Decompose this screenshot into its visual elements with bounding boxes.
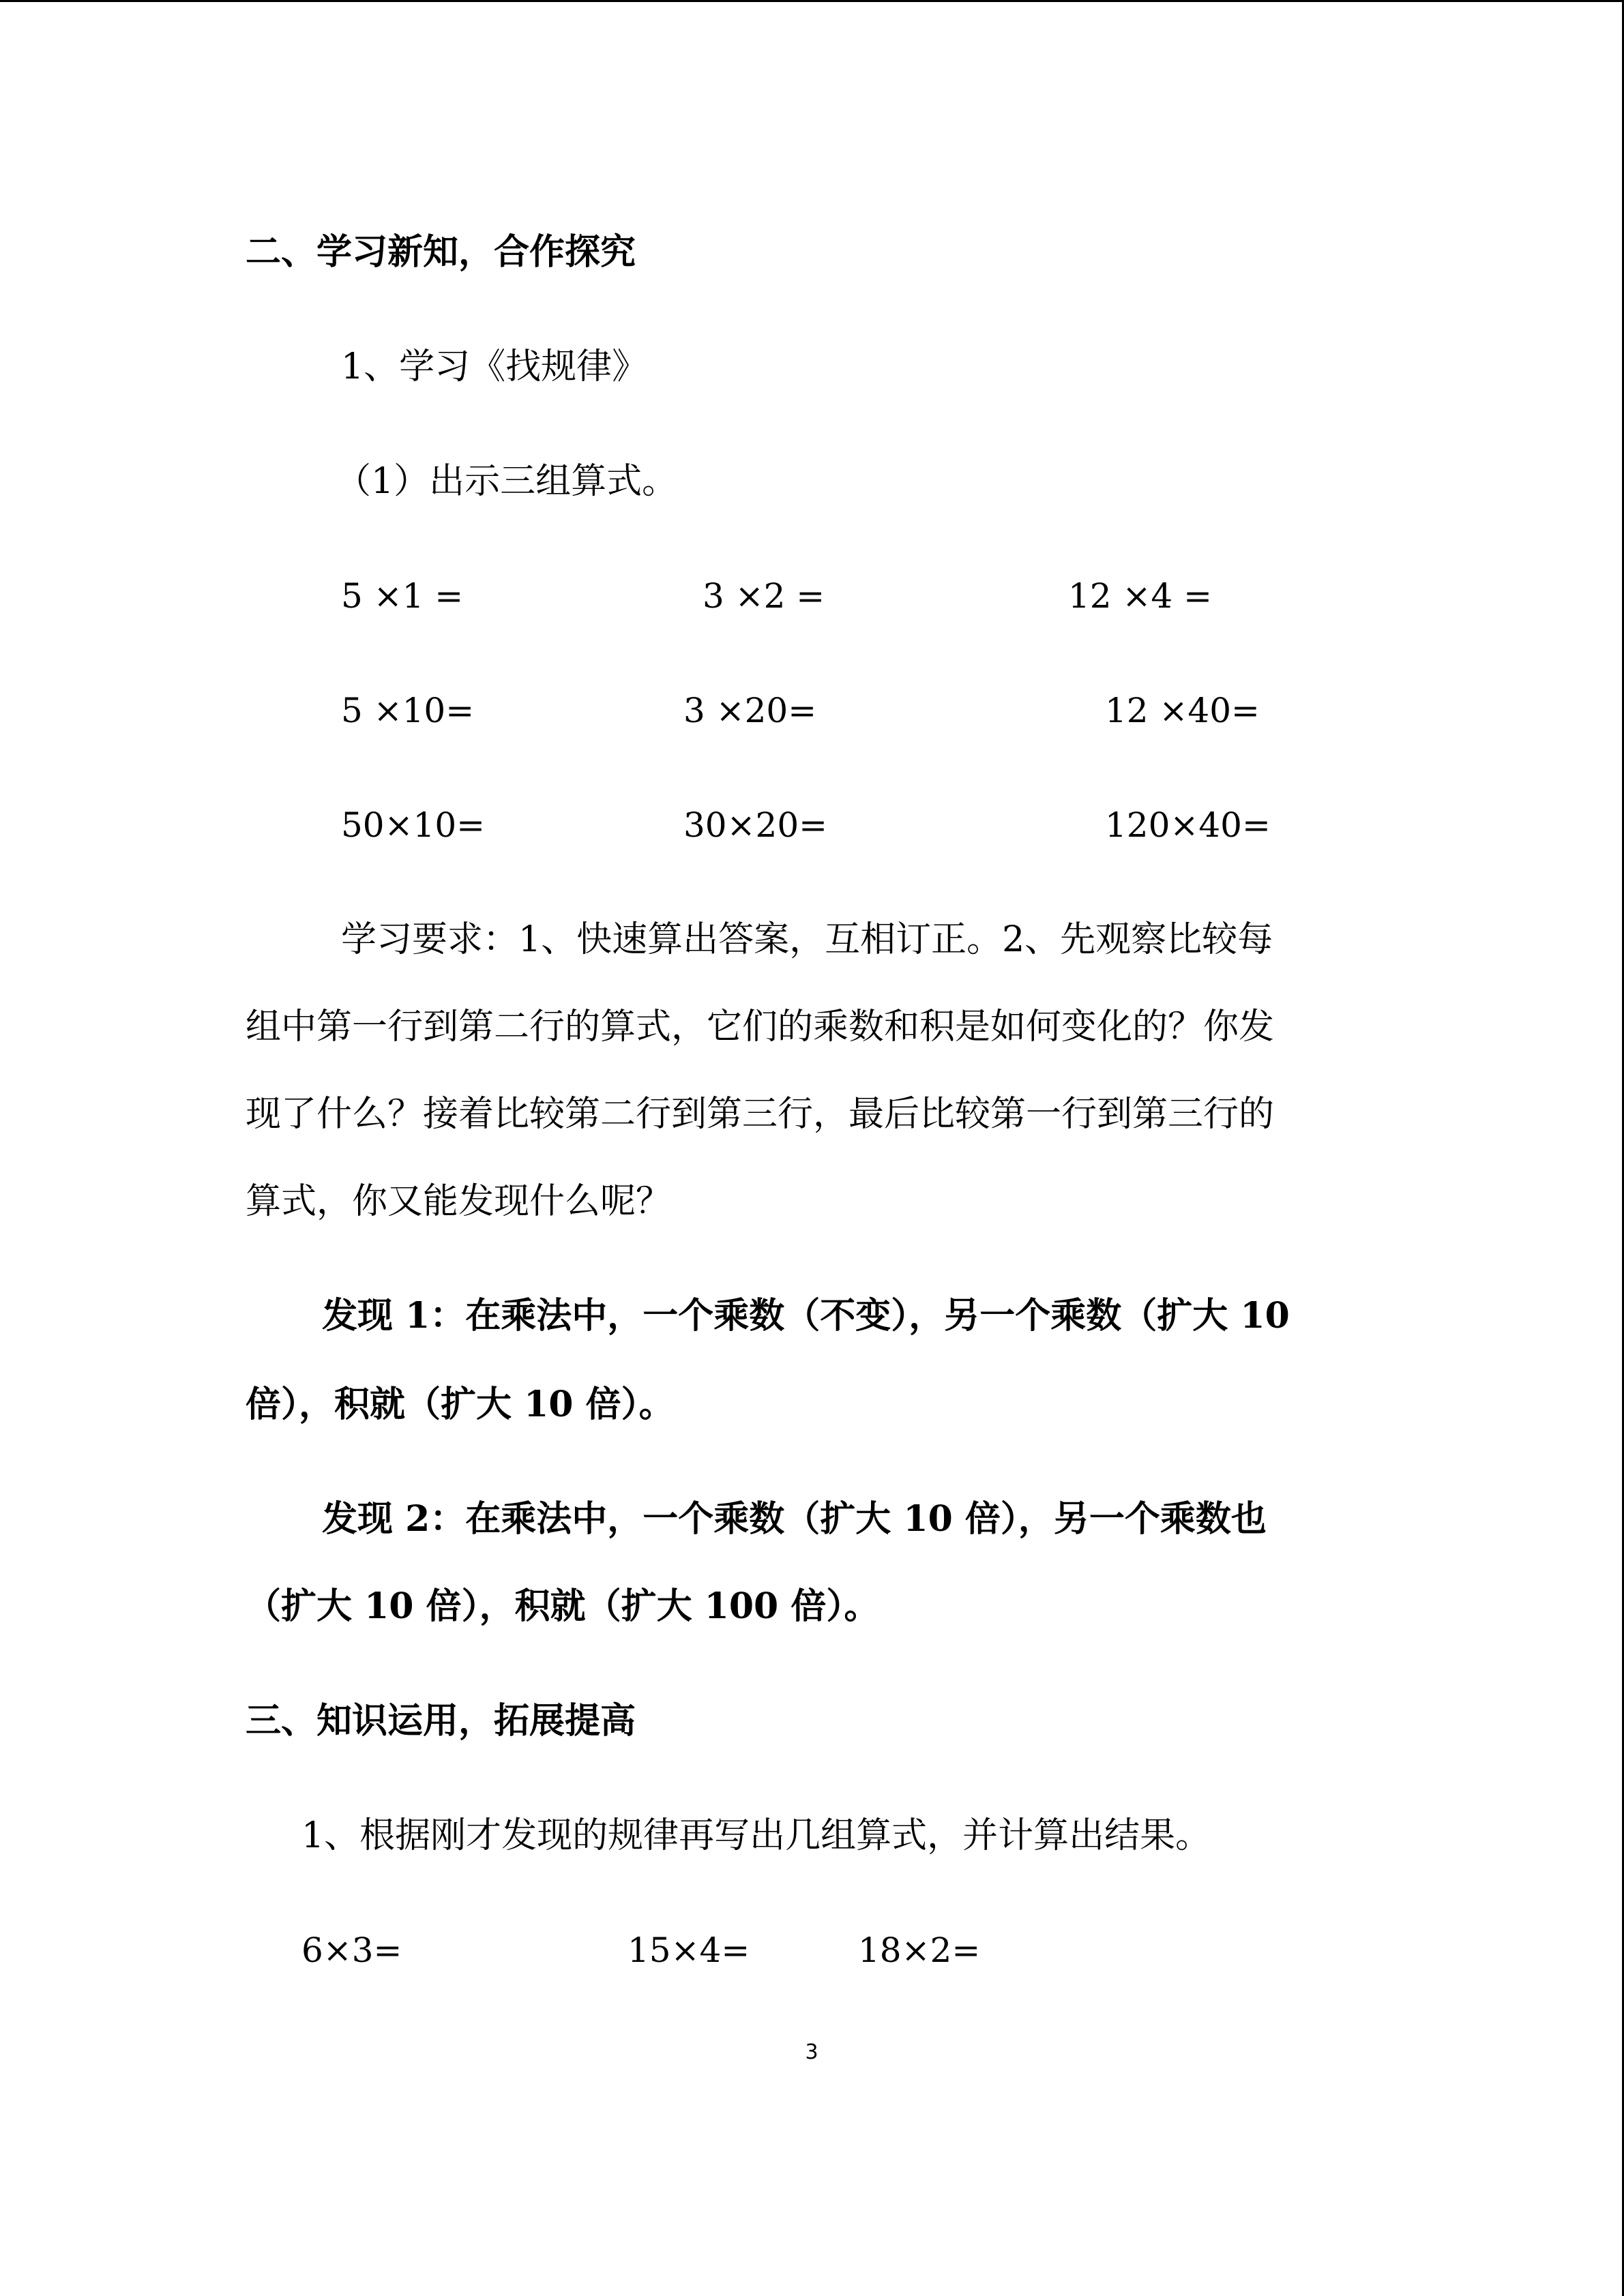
requirement-line-1: 学习要求：1、快速算出答案，互相订正。2、先观察比较每: [341, 919, 1273, 960]
requirement-line-2: 组中第一行到第二行的算式，它们的乘数和积是如何变化的？你发: [246, 1007, 1275, 1047]
section-2-item-1: 1、学习《找规律》: [341, 346, 648, 387]
section-3-heading: 三、知识运用，拓展提高: [246, 1700, 636, 1742]
equation-r3-c2: 30×20=: [683, 805, 828, 845]
section-2-heading: 二、学习新知，合作探究: [246, 231, 636, 273]
exercise-equation-2: 15×4=: [628, 1930, 750, 1970]
requirement-line-4: 算式，你又能发现什么呢？: [246, 1181, 672, 1222]
equation-r2-c3: 12 ×40=: [1105, 691, 1260, 730]
section-3-item-1: 1、根据刚才发现的规律再写出几组算式，并计算出结果。: [301, 1815, 1211, 1856]
equation-r1-c3: 12 ×4 =: [1068, 576, 1213, 616]
equation-r1-c2: 3 ×2 =: [703, 576, 825, 616]
equation-r2-c1: 5 ×10=: [341, 691, 475, 730]
page-number: 3: [805, 2040, 818, 2064]
finding-1-line-1: 发现 1：在乘法中，一个乘数（不变），另一个乘数（扩大 10: [322, 1295, 1290, 1337]
section-2-step-1: （1）出示三组算式。: [336, 461, 678, 502]
equation-r3-c3: 120×40=: [1105, 805, 1271, 845]
finding-1-line-2: 倍），积就（扩大 10 倍）。: [246, 1384, 675, 1425]
equation-r3-c1: 50×10=: [341, 805, 486, 845]
equation-r1-c1: 5 ×1 =: [341, 576, 464, 616]
finding-2-line-1: 发现 2：在乘法中，一个乘数（扩大 10 倍），另一个乘数也: [322, 1498, 1267, 1540]
exercise-equation-1: 6×3=: [301, 1930, 402, 1970]
requirement-line-3: 现了什么？接着比较第二行到第三行，最后比较第一行到第三行的: [246, 1094, 1275, 1135]
finding-2-line-2: （扩大 10 倍），积就（扩大 100 倍）。: [246, 1585, 880, 1627]
equation-r2-c2: 3 ×20=: [683, 691, 817, 730]
exercise-equation-3: 18×2=: [858, 1930, 981, 1970]
